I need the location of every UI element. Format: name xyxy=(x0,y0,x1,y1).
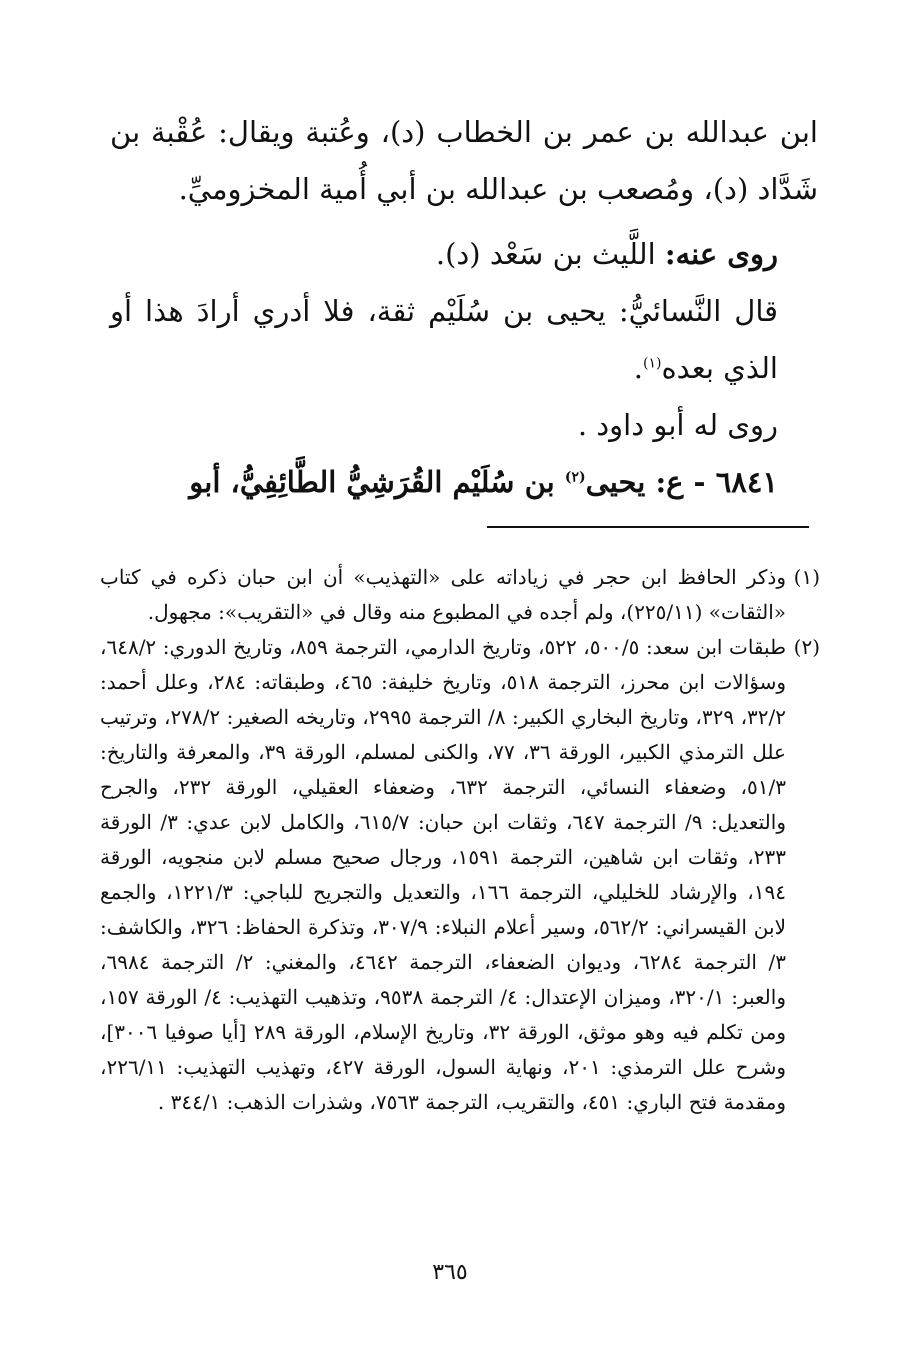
footnote-1 xyxy=(100,560,820,630)
page-number: ٣٦٥ xyxy=(432,1260,468,1285)
footnote-ref-1: (١) xyxy=(643,355,662,372)
entry-rest: بن سُلَيْم القُرَشِيُّ الطَّائِفِيُّ، أبو xyxy=(189,465,555,499)
paragraph-narrated-from xyxy=(110,226,818,283)
footnote-number: (٢) xyxy=(793,635,820,659)
paragraph-abu-dawud xyxy=(110,397,818,454)
entry-number: ٦٨٤١ - ع: xyxy=(655,465,778,499)
paragraph-nasai xyxy=(110,283,818,397)
main-text xyxy=(110,104,818,511)
nasai-label: قال النَّسائيُّ: xyxy=(618,294,779,328)
footnote-2 xyxy=(100,630,820,1120)
footnote-ref-2: (٢) xyxy=(564,469,586,486)
narrated-from-label: روى عنه: xyxy=(664,237,778,271)
footnotes xyxy=(100,560,820,1120)
narrated-from-text: اللَّيث بن سَعْد (د). xyxy=(435,237,656,271)
abu-dawud-text: روى له أبو داود . xyxy=(577,408,778,442)
nasai-text: يحيى بن سُلَيْم ثقة، فلا أدري أرادَ هذا أو الذي بعده xyxy=(110,294,778,385)
nasai-end: . xyxy=(633,351,644,385)
teachers-text: ابن عبدالله بن عمر بن الخطاب (د)، وعُتبة ويقال: عُقْبة بن شَدَّاد (د)، ومُصعب بن عبدالله بن أبي أُمية المخزوميِّ. xyxy=(110,115,818,206)
paragraph-teachers xyxy=(110,104,818,218)
footnote-text: وذكر الحافظ ابن حجر في زياداته على «التهذيب» أن ابن حبان ذكره في كتاب «الثقات» (٢٢٥/١١)، ولم أجده في المطبوع منه وقال في «التقريب»: مجهول. xyxy=(100,565,786,624)
entry-heading xyxy=(110,454,818,511)
footnote-text: طبقات ابن سعد: ٥٠٠/٥، ٥٢٢، وتاريخ الدارمي، الترجمة ٨٥٩، وتاريخ الدوري: ٦٤٨/٢، وسؤالات ابن محرز، الترجمة ٥١٨، وتاريخ خليفة: ٤٦٥، وطبقاته: ٢٨٤، وعلل أحمد: ٣٢/٢، ٣٢٩، وتاريخ البخاري الكبير: ٨/ الترجمة ٢٩٩٥، وتاريخه الصغير: ٢٧٨/٢، وترتيب علل الترمذي الكبير، الورقة ٣٦، ٧٧، والكنى لمسلم، الورقة ٣٩، والمعرفة والتاريخ: ٥١/٣، وضعفاء النسائي، الترجمة ٦٣٢، وضعفاء العقيلي، الورقة ٢٣٢، والجرح والتعديل: ٩/ الترجمة ٦٤٧، وثقات ابن حبان: ٦١٥/٧، والكامل لابن عدي: ٣/ الورقة ٢٣٣، وثقات ابن شاهين، الترجمة ١٥٩١، ورجال صحيح مسلم لابن منجويه، الورقة ١٩٤، والإرشاد للخليلي، الترجمة ١٦٦، والتعديل والتجريح للباجي: ١٢٢١/٣، والجمع لابن القيسراني: ٥٦٢/٢، وسير أعلام النبلاء: ٣٠٧/٩، وتذكرة الحفاظ: ٣٢٦، والكاشف: ٣/ الترجمة ٦٢٨٤، وديوان الضعفاء، الترجمة ٤٦٤٢، والمغني: ٢/ الترجمة ٦٩٨٤، والعبر: ٣٢٠/١، وميزان الإعتدال: ٤/ الترجمة ٩٥٣٨، وتذهيب التهذيب: ٤/ الورقة ١٥٧، ومن تكلم فيه وهو موثق، الورقة ٣٢، وتاريخ الإسلام، الورقة ٢٨٩ [أيا صوفيا ٣٠٠٦]، وشرح علل الترمذي: ٢٠١، ونهاية السول، الورقة ٤٢٧، وتهذيب التهذيب: ٢٢٦/١١، ومقدمة فتح الباري: ٤٥١، والتقريب، الترجمة ٧٥٦٣، وشذرات الذهب: ٣٤٤/١ . xyxy=(100,635,787,1114)
entry-name: يحيى xyxy=(585,465,646,499)
footnote-number: (١) xyxy=(793,565,820,589)
footnote-divider xyxy=(487,526,809,528)
